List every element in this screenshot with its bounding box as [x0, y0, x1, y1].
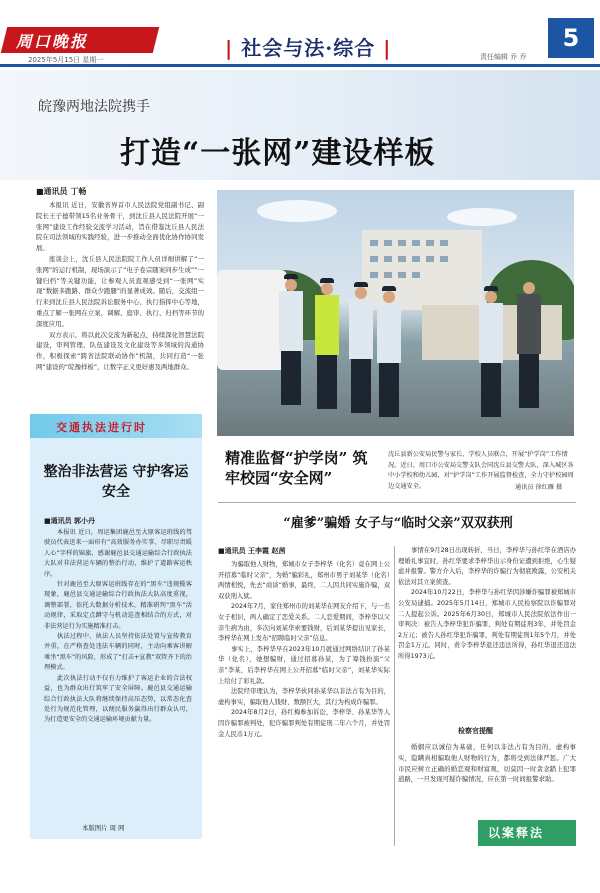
news-photo[interactable] [217, 190, 574, 436]
paragraph: 本报讯 近日，周运集团鹿邑至大原客运班线的驾驶员代表送来一面印有“高效服务办实事、尽职尽责暖人心”字样的锦旗，感谢鹿邑县交通运输综合行政执法大队对非法营运车辆的整治行动，维护了道路客运秩序。 [44, 529, 192, 578]
paragraph: 2024年10月22日，李梓华与孙红华因涉嫌诈骗罪被郑城市公安局逮捕。2025年5月14日，郑城市人民检察院以诈骗罪对二人提起公诉。2025年6月30日，郑城市人民法院依法作出一审判决：被告人李梓华犯诈骗罪，判处有期徒刑3年，并处罚金2万元；被告人孙红华犯诈骗罪，判处有期徒刑1年5个月，并处罚金1万元。同时，责令李梓华退还违法所得，孙红华退还违法所得1973元。 [398, 589, 576, 660]
paragraph: 针对鹿邑至大原客运班线存在的“黑车”违规揽客现象，鹿邑县交通运输综合行政执法大队高度重视，调整部署，依托大数据分析技术，精准研判“黑车”活动规律，采取定点蹲守与机动巡查相结合的方式，对非法营运行为实施精准打击。 [44, 581, 192, 630]
cloud [257, 200, 337, 222]
paragraph: 2024年7月，家住郑州市的刘某华在网友介绍下，与一名女子相识，两人确定了恋爱关系。二人恋爱期间，李梓华以父亲生病为由，多次向刘某华索要钱财，后刘某华提出见家长，李梓华在网上发布“招聘临时父亲”信息。 [218, 603, 390, 643]
prosecutor-reminder-heading: 检察官提醒 [458, 727, 493, 735]
lead-kicker: 皖豫两地法院携手 [38, 99, 150, 115]
officer-figure [279, 274, 303, 405]
police-van [217, 270, 287, 370]
divider [394, 546, 395, 846]
photo-credit: 通讯员 徐红雁 摄 [515, 484, 563, 491]
story3-column-1 [218, 560, 390, 850]
masthead [0, 0, 600, 68]
sidebar-story-body [44, 528, 192, 818]
story3-column-3 [398, 742, 576, 798]
paragraph: 本报讯 近日，安徽省界首市人民法院党组副书记、副院长王子德带领15名业务骨干，到沈丘县人民法院开展“一张网”建设工作经验交流学习活动，旨在借鉴沈丘县人民法院在司法领域的实践经验，进一步推动全面优化协作协同发展。 [36, 201, 204, 253]
issue-date: 2025年5月15日 星期一 [28, 56, 104, 64]
paragraph: 双方表示，将以此次交流为新起点，持续深化智慧法院建设，审判管理、队伍建设及文化建设等多领域的沟通协作，积极探索“跨省法院联动协作”机制，共同打造“一张网”建设的“皖豫样板”，让数字正义更好惠及两地群众。 [36, 330, 204, 371]
paragraph: 事实上，李梓华早在2023年10月就通过网络结识了孙某华（化名），她想骗财，通过招募孙某，为了筹钱扮演“父亲”李某，后李梓华在网上公开招募“临时父亲”，刘某华实际上给付了彩礼款。 [218, 645, 390, 685]
masthead-rule [0, 64, 600, 67]
paragraph: 此次执法行动不仅有力维护了客运企业的合法权益，也为群众出行筑牢了安全屏障。鹿邑县交通运输综合行政执法大队将继续保持高压态势，以常态化查处行为规范化管理，以便民服务赢得出行群众认可，为打造更安全的交通运输环境贡献力量。 [44, 674, 192, 724]
paragraph: 2024年8月2日，孙红梅参加诉讼，李梓华、孙某华等人因诈骗罪被判处，犯诈骗罪判处有期徒刑二年六个月，并处罚金人民币1万元。 [218, 709, 390, 738]
paragraph: 事情在9月28日出现转折，当日，李梓华与孙红华在酒店办理婚礼事宜时，孙红华要求李梓华出示身份证遭到拒绝，心生疑虑并报警。警方介入后，李梓华的诈骗行为彻底败露，公安机关依法对其立案侦查。 [398, 547, 576, 586]
lead-story-body [36, 200, 204, 400]
officer-figure [349, 282, 373, 413]
paragraph: 法院经审理认为，李梓华伙同孙某华以非法占有为目的，虚构事实，骗取他人钱财，数额巨大，其行为构成诈骗罪。 [218, 688, 390, 706]
story3-headline[interactable]: “雇爹”骗婚 女子与“临时父亲”双双获刑 [283, 516, 513, 531]
photo-caption-title: 精准监督“护学岗” 筑牢校园“安全网” [225, 449, 368, 487]
photo-caption-text: 沈丘县新公安局民警与家长、学校人员联合，开展“护学岗”工作情况。近日，周口市公安局交警支队会同沈丘县交警大队，深入城区各中小学校和幼儿园，对“护学岗”工作开展监督检查，全力守护校园周边交通安全。 [388, 451, 574, 490]
paragraph: 为骗取他人财物，郑城市女子李梓华（化名）竟在网上公开招募“临时父亲”，为婚”骗彩礼，郑州市男子刘某华（化名）两情相悦，先去“商谈”婚事，最终，二人因共同实施诈骗，双双获刑入狱。 [218, 561, 390, 600]
lead-headline[interactable]: 打造“一张网”建设样板 [120, 136, 436, 171]
image-credit: 本版图片 周 网 [82, 824, 125, 832]
paragraph: 婚姻应以诚信为基础，任何以非法占有为目的，虚构事实，隐瞒真相骗取他人财物的行为，都将受到法律严惩。广大市民应树立正确的婚恋观和财富观，切莫因一时贪念踏上犯罪道路，一旦发现可疑诈骗情况，应在第一时间报警求助。 [398, 743, 576, 784]
story3-byline: ■通讯员 王李霞 赵茜 [218, 547, 286, 555]
paragraph: 座谈会上，沈丘县人民法院院工作人员详细讲解了“一张网”的运行机制，现场演示了“电子卷宗随案同步生成”“一键归档”等关键功能，让参观人员直观感受到“一张网”实现“数据多跑路、群众少跑腿”的显著成效。随后，交流组一行来到沈丘县人民法院诉讼服务中心、执行指挥中心等地，重点了解一张网在立案、调解、庭审、执行、归档等环节的深度应用。 [36, 254, 204, 328]
lead-byline: ■通讯员 丁畅 [36, 187, 87, 196]
sidebar-byline: ■通讯员 郭小丹 [44, 517, 96, 525]
sidebar-banner: 交通执法进行时 [30, 414, 202, 438]
divider [218, 502, 576, 503]
paragraph: 执法过程中，执法人员坚持依法处置与宣传教育并重，在严格查处违法车辆的同时，主动向乘客讲解乘坐“黑车”的风险，形成了“打击+宣教”双管齐下的治理模式。 [44, 633, 192, 672]
page-number: 5 [548, 18, 594, 58]
editor-credit: 责任编辑 乔 乔 [480, 53, 527, 61]
officer-figure [315, 278, 339, 409]
officer-figure [479, 286, 503, 417]
cloud [447, 208, 517, 226]
sidebar-headline[interactable]: 整治非法营运 守护客运安全 [43, 464, 189, 500]
citizen-figure [517, 282, 541, 408]
newspaper-logo[interactable]: 周口晚报 [1, 27, 159, 53]
story3-column-2 [398, 546, 576, 716]
column-tag[interactable]: 以案释法 [478, 820, 576, 846]
officer-figure [377, 286, 401, 417]
section-title: | 社会与法·综合 | [225, 36, 392, 60]
